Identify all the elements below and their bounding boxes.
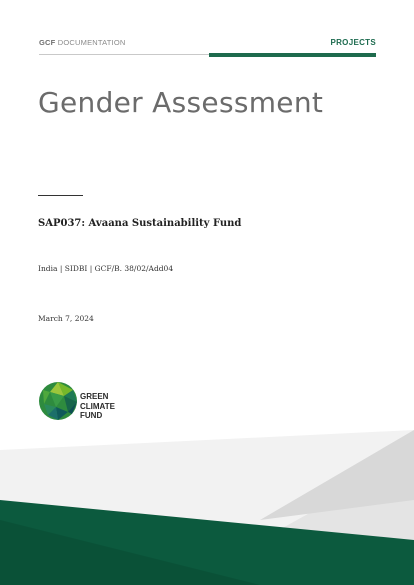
header-rule-green (209, 53, 376, 57)
globe-icon (38, 380, 78, 422)
project-name: SAP037: Avaana Sustainability Fund (38, 218, 242, 229)
doc-type-label (39, 38, 125, 47)
logo-line-1: GREEN (80, 392, 109, 401)
section-label: PROJECTS (330, 38, 376, 47)
doc-type-label-bold: GCF (39, 38, 56, 47)
document-date: March 7, 2024 (38, 314, 94, 323)
project-meta: India | SIDBI | GCF/B. 38/02/Add04 (38, 264, 174, 273)
title-divider (38, 195, 83, 196)
page-title: Gender Assessment (38, 86, 324, 119)
header-rule-grey (39, 54, 209, 55)
doc-type-label-rest: DOCUMENTATION (57, 38, 126, 47)
logo-line-2: CLIMATE (80, 401, 115, 411)
logo-line-3: FUND (80, 411, 103, 420)
logo-wordmark (80, 392, 115, 421)
gcf-logo (38, 380, 138, 425)
